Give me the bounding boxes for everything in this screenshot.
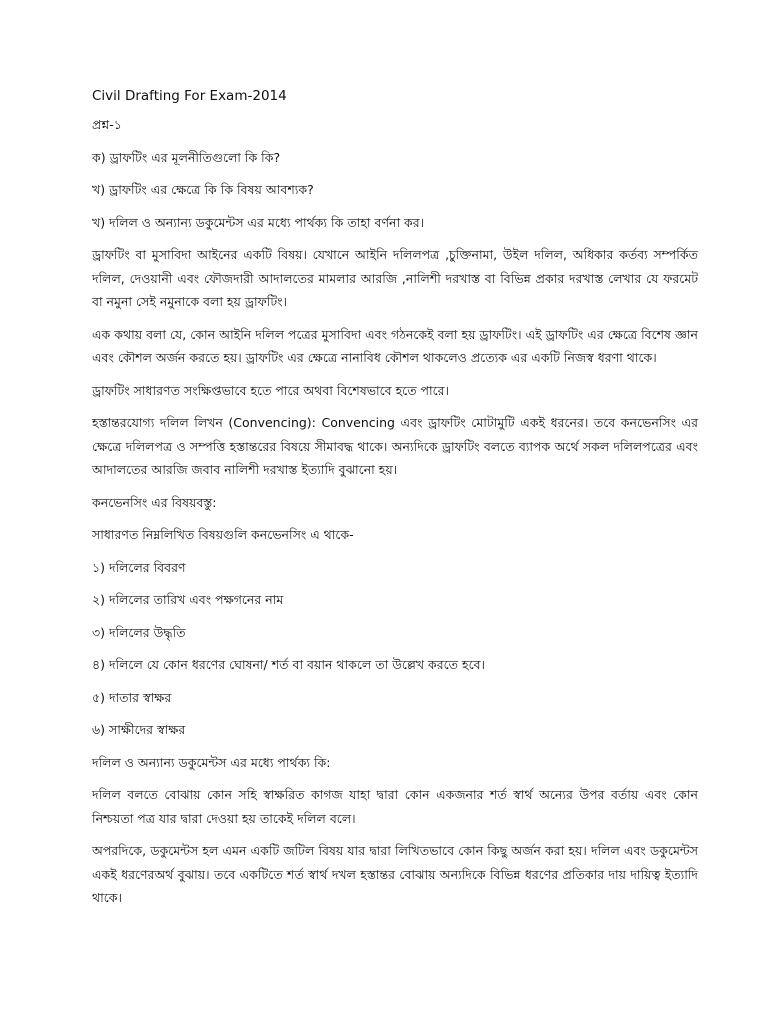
list-intro: সাধারণত নিম্নলিখিত বিষয়গুলি কনভেনসিং এ থাকে- [92, 527, 354, 542]
paragraph-convencing: হস্তান্তরযোগ্য দলিল লিখন (Convencing): Convencing এবং ড্রাফটিং মোটামুটি একই ধরনের। তবে কনভেনসিং এর ক্ষেত্রে দলিলপত্র ও সম্পত্তি হস্তান্তরের বিষয়ে সীমাবদ্ধ থাকে। অন্যদিকে ড্রাফটিং বলতে ব্যাপক অর্থে সকল দলিলপত্রের এবং আদালতের আরজি জবাব নালিশী দরখাস্ত ইত্যাদি বুঝানো হয়। [92, 415, 698, 477]
list-item: ৩) দলিলের উদ্ধৃতি [92, 624, 186, 640]
paragraph-documents-definition: অপরদিকে, ডকুমেন্টস হল এমন একটি জটিল বিষয় যার দ্বারা লিখিতভাবে কোন কিছু অর্জন করা হয়। দলিল এবং ডকুমেন্টস একই ধরণেরঅর্থ বুঝায়। তবে একটিতে শর্ত স্বার্থ দখল হস্তান্তর বোঝায় অন্যদিকে বিভিন্ন ধরণের প্রতিকার দায় দায়িত্ব ইত্যাদি থাকে। [92, 843, 698, 905]
list-item: ২) দলিলের তারিখ এবং পক্ষগনের নাম [92, 592, 284, 607]
paragraph-drafting-definition: ড্রাফটিং বা মুসাবিদা আইনের একটি বিষয়। যেখানে আইনি দলিলপত্র ,চুক্তিনামা, উইল দলিল, অধিকার কর্তব্য সম্পর্কিত দলিল, দেওয়ানী এবং ফৌজদারী আদালতের মামলার আরজি ,নালিশী দরখাস্ত বা বিভিন্ন প্রকার দরখাস্ত লেখার যে ফরমেট বা নমুনা সেই নমুনাকে বলা হয় ড্রাফটিং। [92, 247, 698, 309]
question-kha-2: খ) দলিল ও অন্যান্য ডকুমেন্টস এর মধ্যে পার্থক্য কি তাহা বর্ণনা কর। [92, 214, 425, 230]
list-item: ১) দলিলের বিবরণ [92, 559, 186, 575]
paragraph-dalil-definition: দলিল বলতে বোঝায় কোন সহি স্বাক্ষরিত কাগজ যাহা দ্বারা কোন একজনার শর্ত স্বার্থ অন্যের উপর বর্তায় এবং কোন নিশ্চয়তা পত্র যার দ্বারা দেওয়া হয় তাকেই দলিল বলে। [92, 787, 698, 826]
paragraph-drafting-types: ড্রাফটিং সাধারণত সংক্ষিপ্তভাবে হতে পারে অথবা বিশেষভাবে হতে পারে। [92, 382, 450, 398]
paragraph-drafting-summary: এক কথায় বলা যে, কোন আইনি দলিল পত্রের মুসাবিদা এবং গঠনকেই বলা হয় ড্রাফটিং। এই ড্রাফটিং এর ক্ষেত্রে বিশেষ জ্ঞান এবং কৌশল অর্জন করতে হয়। ড্রাফটিং এর ক্ষেত্রে নানাবিধ কৌশল থাকলেও প্রত্যেক এর একটি নিজস্ব ধরণা থাকে। [92, 326, 698, 365]
document-title: Civil Drafting For Exam-2014 [92, 88, 287, 104]
question-kha: খ) ড্রাফটিং এর ক্ষেত্রে কি কি বিষয় আবশ্যক? [92, 182, 314, 197]
question-ka: ক) ড্রাফটিং এর মূলনীতিগুলো কি কি? [92, 149, 281, 165]
heading-difference: দলিল ও অন্যান্য ডকুমেন্টস এর মধ্যে পার্থক্য কি: [92, 754, 331, 770]
heading-convencing-contents: কনভেনসিং এর বিষয়বস্তু: [92, 494, 217, 510]
question-label: প্রশ্ন-১ [92, 117, 122, 132]
list-item: ৪) দলিলে যে কোন ধরণের ঘোষনা/ শর্ত বা বয়ান থাকলে তা উল্লেখ করতে হবে। [92, 657, 486, 672]
list-item: ৫) দাতার স্বাক্ষর [92, 689, 172, 705]
list-item: ৬) সাক্ষীদের স্বাক্ষর [92, 722, 186, 737]
